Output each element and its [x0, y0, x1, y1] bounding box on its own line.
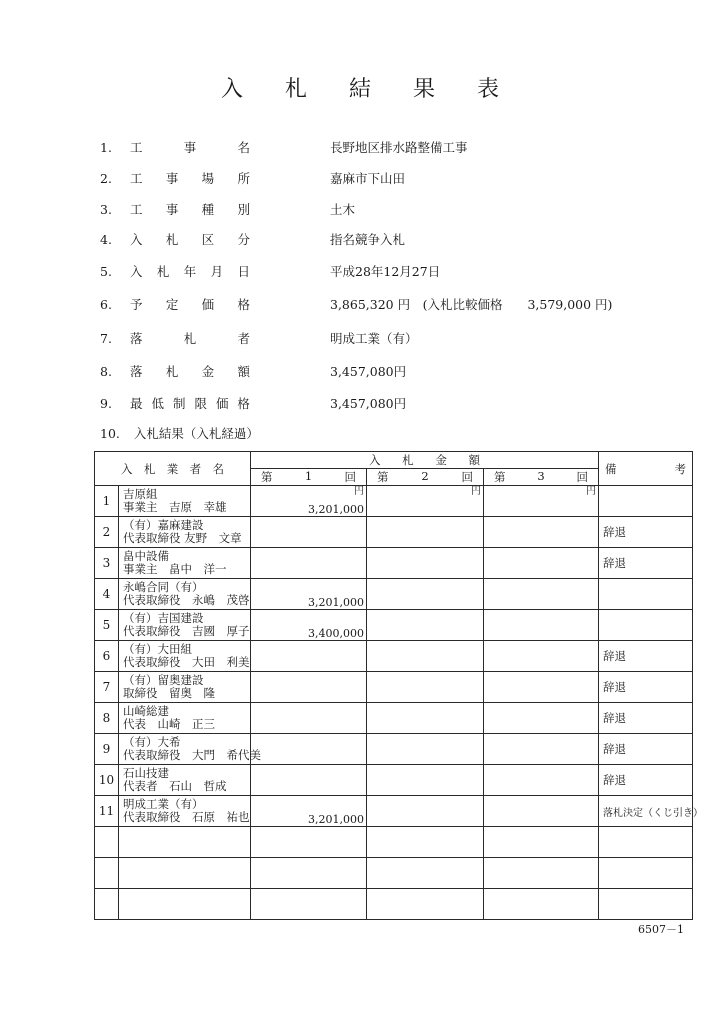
bidder-cell	[119, 641, 251, 672]
bidder-cell	[119, 672, 251, 703]
item-label-char: 札	[165, 364, 179, 379]
round-1-amount	[251, 486, 367, 517]
empty-cell	[119, 827, 251, 858]
item-label	[130, 140, 250, 156]
empty-cell	[484, 858, 599, 889]
row-number: 1	[95, 486, 119, 517]
representative: 代表者 石山 哲成	[123, 779, 227, 793]
item-value: 3,865,320 円 (入札比較価格 3,579,000 円)	[330, 297, 613, 312]
amount-value: 3,400,000	[308, 627, 364, 640]
item-bid-results-heading	[100, 426, 259, 442]
item-number: 5.	[100, 264, 112, 279]
bid-amount-header	[251, 452, 599, 469]
item-label-char: 格	[237, 396, 250, 411]
table-row	[95, 548, 693, 579]
empty-cell	[599, 827, 693, 858]
bidder-cell	[119, 796, 251, 827]
bidder-cell	[119, 703, 251, 734]
row-number: 7	[95, 672, 119, 703]
round-3-amount	[484, 486, 599, 517]
round-3-amount	[484, 672, 599, 703]
item-label-char: 区	[201, 232, 215, 247]
item-label-char: 予	[130, 297, 143, 312]
bidder-cell	[119, 610, 251, 641]
round-3-amount	[484, 548, 599, 579]
representative: 事業主 吉原 幸雄	[123, 500, 227, 514]
table-row	[95, 579, 693, 610]
table-row	[95, 765, 693, 796]
header-char: 第	[261, 470, 273, 484]
empty-cell	[599, 858, 693, 889]
item-value: 指名競争入札	[330, 232, 406, 247]
round-2-amount	[367, 765, 484, 796]
empty-row	[95, 858, 693, 889]
item-value: 3,457,080円	[330, 364, 407, 379]
header-char: 者	[189, 461, 202, 476]
bidder-cell	[119, 765, 251, 796]
round-3-amount	[484, 796, 599, 827]
yen-unit: 円	[471, 486, 481, 497]
page-title: 入札結果表	[220, 77, 541, 102]
empty-cell	[367, 858, 484, 889]
company-name: （有）大田組	[123, 642, 192, 656]
item-value: 3,457,080円	[330, 396, 407, 411]
item-label-char: 分	[237, 232, 250, 247]
header-char: 3	[537, 469, 545, 483]
item-label: 入札結果（入札経過）	[133, 426, 259, 441]
item-label-char: 最	[130, 396, 143, 411]
yen-unit: 円	[354, 486, 364, 497]
round-1-amount	[251, 796, 367, 827]
remarks-cell	[599, 610, 693, 641]
item-label-char: 種	[201, 202, 215, 217]
bid-results-table	[94, 451, 704, 920]
row-number: 4	[95, 579, 119, 610]
round-2-amount	[367, 486, 484, 517]
table-row	[95, 517, 693, 548]
item-label-char: 月	[210, 264, 224, 279]
remarks-cell: 辞退	[599, 641, 693, 672]
representative: 代表取締役 友野 文章	[123, 531, 242, 545]
round-1-header	[251, 469, 367, 486]
round-1-amount	[251, 641, 367, 672]
item-value: 土木	[330, 202, 356, 217]
header-char: 額	[468, 453, 481, 467]
item-value: 明成工業（有）	[330, 331, 418, 346]
remarks-cell: 辞退	[599, 548, 693, 579]
item-label	[130, 297, 250, 313]
item-label-char: 者	[237, 331, 250, 346]
empty-cell	[484, 889, 599, 920]
remarks-cell: 辞退	[599, 765, 693, 796]
item-label	[130, 264, 250, 280]
representative: 代表取締役 石原 祐也	[123, 810, 250, 824]
empty-cell	[484, 827, 599, 858]
row-number: 5	[95, 610, 119, 641]
item-number: 8.	[100, 364, 112, 379]
header-char: 回	[576, 470, 589, 484]
header-char: 1	[304, 469, 313, 483]
round-2-amount	[367, 734, 484, 765]
round-1-amount	[251, 672, 367, 703]
item-label-char: 入	[130, 232, 143, 247]
round-3-amount	[484, 765, 599, 796]
amount-value: 3,201,000	[308, 813, 364, 826]
item-label-char: 額	[237, 364, 250, 379]
table-row	[95, 796, 693, 827]
item-label-char: 事	[183, 140, 197, 155]
item-label-char: 工	[130, 202, 143, 217]
round-2-amount	[367, 796, 484, 827]
company-name: 明成工業（有）	[123, 797, 204, 811]
table-row	[95, 734, 693, 765]
item-label-char: 事	[165, 202, 179, 217]
header-char: 回	[344, 470, 356, 484]
round-1-amount	[251, 703, 367, 734]
round-1-amount	[251, 765, 367, 796]
header-char: 備	[605, 461, 617, 476]
item-label-char: 落	[130, 331, 143, 346]
empty-cell	[251, 858, 367, 889]
round-2-amount	[367, 610, 484, 641]
item-number: 1.	[100, 140, 112, 155]
bidder-name-header	[95, 452, 251, 486]
item-label-char: 別	[237, 202, 250, 217]
company-name: 永嶋合同（有）	[123, 580, 204, 594]
item-label-char: 制	[172, 396, 186, 411]
bidder-cell	[119, 486, 251, 517]
round-3-amount	[484, 517, 599, 548]
round-1-amount	[251, 548, 367, 579]
round-3-amount	[484, 610, 599, 641]
empty-cell	[95, 889, 119, 920]
item-label-char: 日	[237, 264, 250, 279]
company-name: （有）吉国建設	[123, 611, 204, 625]
empty-cell	[119, 889, 251, 920]
bidder-cell	[119, 734, 261, 765]
empty-cell	[599, 889, 693, 920]
company-name: 石山技建	[123, 766, 169, 780]
company-name: 吉原組	[123, 487, 158, 501]
item-number: 6.	[100, 297, 112, 312]
item-number: 4.	[100, 232, 112, 247]
item-label-char: 年	[183, 264, 197, 279]
round-3-amount	[484, 703, 599, 734]
header-char: 名	[212, 461, 224, 476]
empty-cell	[119, 858, 251, 889]
header-char: 第	[494, 470, 506, 484]
row-number: 9	[95, 734, 119, 765]
company-name: 畠中設備	[123, 549, 169, 563]
item-label-char: 金	[201, 364, 215, 379]
round-2-amount	[367, 548, 484, 579]
remarks-header	[599, 452, 693, 486]
bidder-cell	[119, 579, 251, 610]
company-name: （有）嘉麻建設	[123, 518, 204, 532]
document-code: 6507－1	[638, 923, 684, 936]
empty-cell	[95, 827, 119, 858]
header-char: 第	[377, 470, 389, 484]
representative: 代表取締役 永嶋 茂啓	[123, 593, 250, 607]
header-char: 入	[369, 453, 381, 467]
round-3-amount	[484, 734, 599, 765]
header-char: 2	[421, 469, 429, 483]
item-label-char: 札	[156, 264, 170, 279]
row-number: 2	[95, 517, 119, 548]
row-number: 10	[95, 765, 119, 796]
round-2-header	[367, 469, 484, 486]
header-char: 札	[143, 461, 156, 476]
item-label-char: 工	[130, 171, 143, 186]
header-char: 考	[674, 461, 687, 476]
round-2-amount	[367, 579, 484, 610]
header-char: 金	[435, 453, 447, 467]
item-label-char: 札	[183, 331, 197, 346]
item-label	[130, 331, 250, 347]
round-1-amount	[251, 579, 367, 610]
item-label-char: 価	[215, 396, 229, 411]
round-3-amount	[484, 579, 599, 610]
row-number: 6	[95, 641, 119, 672]
remarks-cell: 落札決定（くじ引き）	[599, 796, 693, 827]
representative: 事業主 畠中 洋一	[123, 562, 227, 576]
table-row	[95, 610, 693, 641]
empty-row	[95, 827, 693, 858]
item-label-char: 所	[237, 171, 250, 186]
item-label-char: 事	[165, 171, 179, 186]
round-2-amount	[367, 672, 484, 703]
item-number: 9.	[100, 396, 112, 411]
item-number: 2.	[100, 171, 112, 186]
representative: 代表 山崎 正三	[123, 717, 215, 731]
round-2-amount	[367, 517, 484, 548]
item-label-char: 札	[165, 232, 179, 247]
round-1-amount	[251, 610, 367, 641]
round-3-header	[484, 469, 599, 486]
item-label-char: 工	[130, 140, 143, 155]
empty-cell	[251, 827, 367, 858]
round-2-amount	[367, 703, 484, 734]
item-label	[130, 396, 250, 412]
header-char: 回	[461, 470, 473, 484]
remarks-cell	[599, 486, 693, 517]
amount-value: 3,201,000	[308, 503, 364, 516]
company-name: （有）留奥建設	[123, 673, 204, 687]
empty-cell	[367, 827, 484, 858]
empty-cell	[251, 889, 367, 920]
header-char: 札	[402, 453, 414, 467]
item-label-char: 限	[194, 396, 207, 411]
item-label	[130, 171, 250, 187]
amount-value: 3,201,000	[308, 596, 364, 609]
round-1-amount	[251, 734, 367, 765]
row-number: 3	[95, 548, 119, 579]
item-value: 平成28年12月27日	[330, 264, 441, 279]
bidder-cell	[119, 548, 251, 579]
table-row	[95, 672, 693, 703]
remarks-cell: 辞退	[599, 734, 693, 765]
item-label	[130, 232, 250, 248]
company-name: 山崎総建	[123, 704, 169, 718]
round-1-amount	[251, 517, 367, 548]
yen-unit: 円	[586, 486, 597, 497]
table-row	[95, 486, 693, 517]
empty-cell	[367, 889, 484, 920]
item-label-char: 低	[151, 396, 164, 411]
remarks-cell: 辞退	[599, 517, 693, 548]
item-value: 長野地区排水路整備工事	[330, 140, 468, 155]
representative: 取締役 留奥 隆	[123, 686, 215, 700]
item-label-char: 入	[130, 264, 143, 279]
item-value: 嘉麻市下山田	[330, 171, 406, 186]
representative: 代表取締役 吉國 厚子	[123, 624, 250, 638]
item-number: 10.	[100, 426, 120, 441]
item-label-char: 定	[165, 297, 179, 312]
header-char: 業	[166, 461, 179, 476]
header-char: 入	[121, 461, 133, 476]
table-row	[95, 641, 693, 672]
round-3-amount	[484, 641, 599, 672]
bidder-cell	[119, 517, 251, 548]
row-number: 11	[95, 796, 119, 827]
item-label-char: 落	[130, 364, 143, 379]
round-2-amount	[367, 641, 484, 672]
representative: 代表取締役 大田 利美	[123, 655, 250, 669]
item-number: 3.	[100, 202, 112, 217]
remarks-cell: 辞退	[599, 672, 693, 703]
item-number: 7.	[100, 331, 112, 346]
empty-row	[95, 889, 693, 920]
item-label-char: 価	[201, 297, 215, 312]
item-label-char: 格	[237, 297, 250, 312]
representative: 代表取締役 大門 希代美	[123, 748, 261, 762]
row-number: 8	[95, 703, 119, 734]
remarks-cell: 辞退	[599, 703, 693, 734]
item-label	[130, 364, 250, 380]
item-label-char: 名	[237, 140, 250, 155]
item-label	[130, 202, 250, 218]
item-label-char: 場	[201, 171, 215, 186]
empty-cell	[95, 858, 119, 889]
table-row	[95, 703, 693, 734]
remarks-cell	[599, 579, 693, 610]
company-name: （有）大希	[123, 735, 181, 749]
